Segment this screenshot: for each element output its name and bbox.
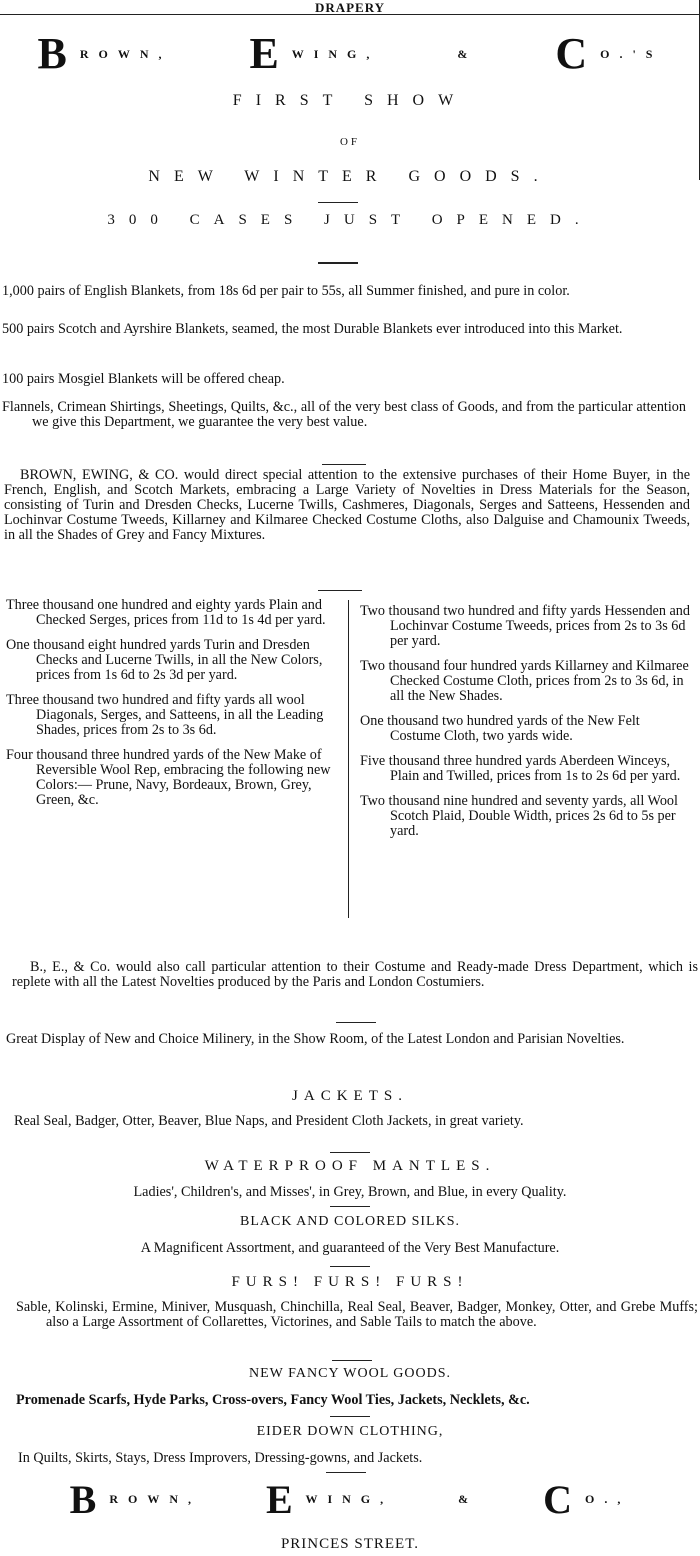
furs-paragraph: Sable, Kolinski, Ermine, Miniver, Musquash, Chinchilla, Real Seal, Beaver, Badger, Monkey, Otter, and Grebe Muffs; also a Large Assortment of Collarettes, Victorines, and Sable Tails to match the above. (16, 1299, 698, 1330)
list-item: Five thousand three hundred yards Aberdeen Winceys, Plain and Twilled, prices from 1s to 2s 6d per yard. (360, 753, 681, 784)
jackets-paragraph: Real Seal, Badger, Otter, Beaver, Blue Naps, and President Cloth Jackets, in great variety. (14, 1113, 524, 1129)
brand-title (0, 28, 700, 79)
flannels-paragraph: Flannels, Crimean Shirtings, Sheetings, Quilts, &c., all of the very best class of Goods, and from the particular attention we give this Department, we guarantee the very best value. (2, 399, 686, 430)
footer-amp: & (458, 1492, 479, 1506)
address-line: PRINCES STREET. (280, 1536, 420, 1552)
wool-paragraph: Promenade Scarfs, Hyde Parks, Cross-overs, Fancy Wool Ties, Jackets, Necklets, &c. (16, 1392, 530, 1408)
divider-rule-1 (318, 262, 358, 264)
title-cases-opened: 300 CASES JUST OPENED. (107, 212, 593, 228)
divider-rule-9 (330, 1416, 370, 1417)
footer-e-cap: E (265, 1477, 293, 1522)
list-item: Two thousand two hundred and fifty yards Hessenden and Lochinvar Costume Tweeds, prices from 2s to 3s 6d per yard. (360, 603, 690, 649)
footer-b-cap: B (69, 1477, 97, 1522)
list-item: Three thousand one hundred and eighty yards Plain and Checked Serges, prices from 11d to 1s 4d per yard. (6, 597, 326, 628)
section-header: DRAPERY (314, 0, 386, 15)
list-item: Two thousand nine hundred and seventy yards, all Wool Scotch Plaid, Double Width, prices 2s 6d to 5s per yard. (360, 793, 678, 839)
title-first-show: FIRST SHOW (232, 92, 468, 109)
brand-e-cap: E (249, 29, 279, 78)
footer-brand (0, 1476, 700, 1523)
dress-materials-paragraph: BROWN, EWING, & CO. would direct special attention to the extensive purchases of their Home Buyer, in the French, English, and Scotch Markets, embracing a Large Variety of Novelties in Dress Materials for the Season, consisting of Turin and Dresden Checks, Lucerne Twills, Cashmeres, Diagonals, Serges and Satteens, Hessenden and Lochinvar Costume Tweeds, Killarney and Kilmaree Checked Costume Cloths, also Dalguise and Chamounix Tweeds, in all the Shades of Grey and Fancy Mixtures. (4, 467, 690, 543)
footer-c-rest: O., (585, 1492, 631, 1506)
jackets-heading: JACKETS. (292, 1088, 408, 1104)
divider-rule-6 (330, 1206, 370, 1207)
brand-b-cap: B (37, 29, 67, 78)
divider-rule-5 (330, 1152, 370, 1153)
footer-c-cap: C (543, 1477, 573, 1522)
eider-heading: EIDER DOWN CLOTHING, (256, 1424, 444, 1439)
header-rule (0, 14, 700, 15)
divider-rule-7 (330, 1266, 370, 1267)
divider-rule-3 (318, 590, 362, 591)
divider-rule-2 (322, 464, 366, 465)
footer-b-rest: ROWN, (109, 1492, 201, 1506)
eider-paragraph: In Quilts, Skirts, Stays, Dress Improvers, Dressing-gowns, and Jackets. (18, 1450, 423, 1466)
waterproof-paragraph: Ladies', Children's, and Misses', in Grey, Brown, and Blue, in every Quality. (133, 1184, 567, 1200)
list-item: Two thousand four hundred yards Killarney and Kilmaree Checked Costume Cloth, prices from 2s to 3s 6d, in all the New Shades. (360, 658, 689, 704)
costume-paragraph: B., E., & Co. would also call particular attention to their Costume and Ready-made Dress Department, which is replete with all the Latest Novelties produced by the Paris and London Costumiers. (12, 959, 698, 990)
list-item: One thousand two hundred yards of the New Felt Costume Cloth, two yards wide. (360, 713, 640, 744)
title-new-winter-goods: NEW WINTER GOODS. (148, 168, 552, 185)
wool-heading: NEW FANCY WOOL GOODS. (249, 1366, 451, 1381)
silks-paragraph: A Magnificent Assortment, and guaranteed of the Very Best Manufacture. (140, 1240, 560, 1256)
column-divider (348, 600, 349, 918)
millinery-paragraph: Great Display of New and Choice Milinery, in the Show Room, of the Latest London and Parisian Novelties. (6, 1031, 625, 1047)
blankets-english-paragraph: 1,000 pairs of English Blankets, from 18s 6d per pair to 55s, all Summer finished, and pure in color. (2, 283, 570, 299)
divider-rule-10 (326, 1472, 366, 1473)
divider-rule-8 (332, 1360, 372, 1361)
brand-c-cap: C (555, 29, 588, 78)
divider-rule-4 (336, 1022, 376, 1023)
silks-heading: BLACK AND COLORED SILKS. (239, 1214, 460, 1229)
list-item: Three thousand two hundred and fifty yards all wool Diagonals, Serges, and Satteens, in all the Leading Shades, prices from 2s to 3s 6d. (6, 692, 324, 738)
title-rule (318, 202, 358, 203)
footer-e-rest: WING, (305, 1492, 394, 1506)
blankets-mosgiel-paragraph: 100 pairs Mosgiel Blankets will be offered cheap. (2, 371, 285, 387)
brand-e-rest: WING, (291, 47, 380, 61)
brand-amp: & (457, 47, 478, 61)
furs-heading: FURS! FURS! FURS! (231, 1274, 469, 1290)
brand-c-rest: O.'S (600, 47, 663, 61)
blankets-scotch-paragraph: 500 pairs Scotch and Ayrshire Blankets, seamed, the most Durable Blankets ever introduced into this Market. (2, 321, 623, 337)
right-column (360, 604, 692, 849)
title-of: OF (339, 136, 361, 148)
brand-b-rest: ROWN, (79, 47, 172, 61)
list-item: One thousand eight hundred yards Turin and Dresden Checks and Lucerne Twills, in all the New Colors, prices from 1s 6d to 2s 3d per yard. (6, 637, 323, 683)
waterproof-heading: WATERPROOF MANTLES. (204, 1158, 496, 1174)
left-column (6, 598, 344, 818)
list-item: Four thousand three hundred yards of the New Make of Reversible Wool Rep, embracing the following new Colors:— Prune, Navy, Bordeaux, Brown, Grey, Green, &c. (6, 747, 331, 808)
